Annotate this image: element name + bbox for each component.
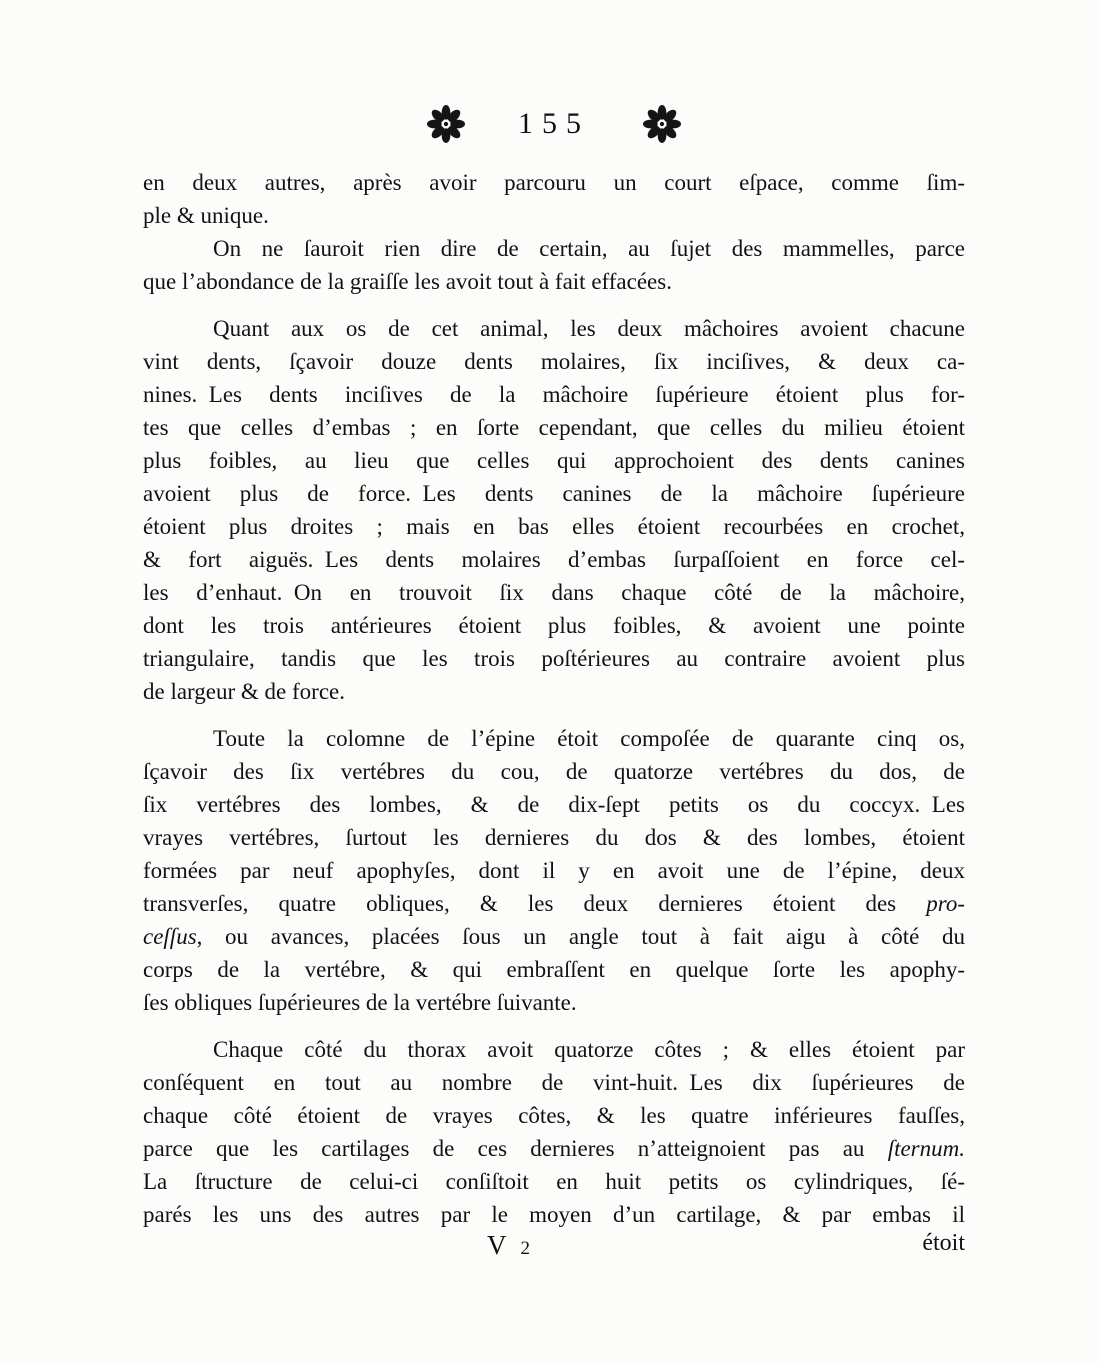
page-number: 155 xyxy=(518,107,590,140)
text-line: vint dents, ſçavoir douze dents molaires, ſix inciſives, & deux ca- xyxy=(143,349,965,374)
text-block xyxy=(143,166,965,1231)
text-line: tes que celles d’embas ; en ſorte cependant, que celles du milieu étoient xyxy=(143,415,965,440)
paragraph xyxy=(143,1033,965,1231)
catchword: étoit xyxy=(922,1230,965,1256)
page-footer xyxy=(143,1230,965,1266)
text-line: La ſtructure de celui-ci conſiſtoit en huit petits os cylindriques, ſé- xyxy=(143,1169,965,1194)
text-line: Chaque côté du thorax avoit quatorze côtes ; & elles étoient par xyxy=(213,1037,965,1062)
text-line: étoient plus droites ; mais en bas elles étoient recourbées en crochet, xyxy=(143,514,965,539)
signature-number: 2 xyxy=(520,1238,530,1259)
text-line: ſes obliques ſupérieures de la vertébre ſuivante. xyxy=(143,990,577,1015)
text-line: conſéquent en tout au nombre de vint-huit. Les dix ſupérieures de xyxy=(143,1070,965,1095)
text-line: en deux autres, après avoir parcouru un court eſpace, comme ſim- xyxy=(143,170,965,195)
text-line: ſix vertébres des lombes, & de dix-ſept petits os du coccyx. Les xyxy=(143,792,965,817)
signature-letter: V xyxy=(487,1230,507,1260)
text-line: Quant aux os de cet animal, les deux mâchoires avoient chacune xyxy=(213,316,965,341)
text-line: Toute la colomne de l’épine étoit compoſée de quarante cinq os, xyxy=(213,726,965,751)
text-line: formées par neuf apophyſes, dont il y en avoit une de l’épine, deux xyxy=(143,858,965,883)
gathering-signature xyxy=(487,1230,530,1261)
text-line: parés les uns des autres par le moyen d’un cartilage, & par embas il xyxy=(143,1202,965,1227)
paragraph xyxy=(143,166,965,232)
paragraph xyxy=(143,232,965,298)
text-line: plus foibles, au lieu que celles qui approchoient des dents canines xyxy=(143,448,965,473)
text-line: parce que les cartilages de ces dernieres n’atteignoient pas au ſternum. xyxy=(143,1136,965,1161)
text-line: transverſes, quatre obliques, & les deux dernieres étoient des pro- xyxy=(143,891,965,916)
text-line: de largeur & de force. xyxy=(143,679,346,704)
running-head xyxy=(143,100,965,148)
text-line: avoient plus de force. Les dents canines de la mâchoire ſupérieure xyxy=(143,481,965,506)
text-line: les d’enhaut. On en trouvoit ſix dans chaque côté de la mâchoire, xyxy=(143,580,965,605)
text-line: que l’abondance de la graiſſe les avoit tout à fait effacées. xyxy=(143,269,672,294)
paragraph xyxy=(143,312,965,708)
text-line: chaque côté étoient de vrayes côtes, & les quatre inférieures fauſſes, xyxy=(143,1103,965,1128)
text-line: ceſſus, ou avances, placées ſous un angle tout à fait aigu à côté du xyxy=(143,924,965,949)
text-line: ple & unique. xyxy=(143,203,269,228)
text-line: ſçavoir des ſix vertébres du cou, de quatorze vertébres du dos, de xyxy=(143,759,965,784)
text-line: On ne ſauroit rien dire de certain, au ſujet des mammelles, parce xyxy=(213,236,965,261)
text-line: corps de la vertébre, & qui embraſſent en quelque ſorte les apophy- xyxy=(143,957,965,982)
text-line: nines. Les dents inciſives de la mâchoire ſupérieure étoient plus for- xyxy=(143,382,965,407)
text-line: vrayes vertébres, ſurtout les dernieres du dos & des lombes, étoient xyxy=(143,825,965,850)
text-line: & fort aiguës. Les dents molaires d’embas ſurpaſſoient en force cel- xyxy=(143,547,965,572)
text-line: dont les trois antérieures étoient plus foibles, & avoient une pointe xyxy=(143,613,965,638)
text-line: triangulaire, tandis que les trois poſtérieures au contraire avoient plus xyxy=(143,646,965,671)
fleuron-ornament-left-icon xyxy=(426,104,466,144)
paragraph xyxy=(143,722,965,1019)
fleuron-ornament-right-icon xyxy=(642,104,682,144)
